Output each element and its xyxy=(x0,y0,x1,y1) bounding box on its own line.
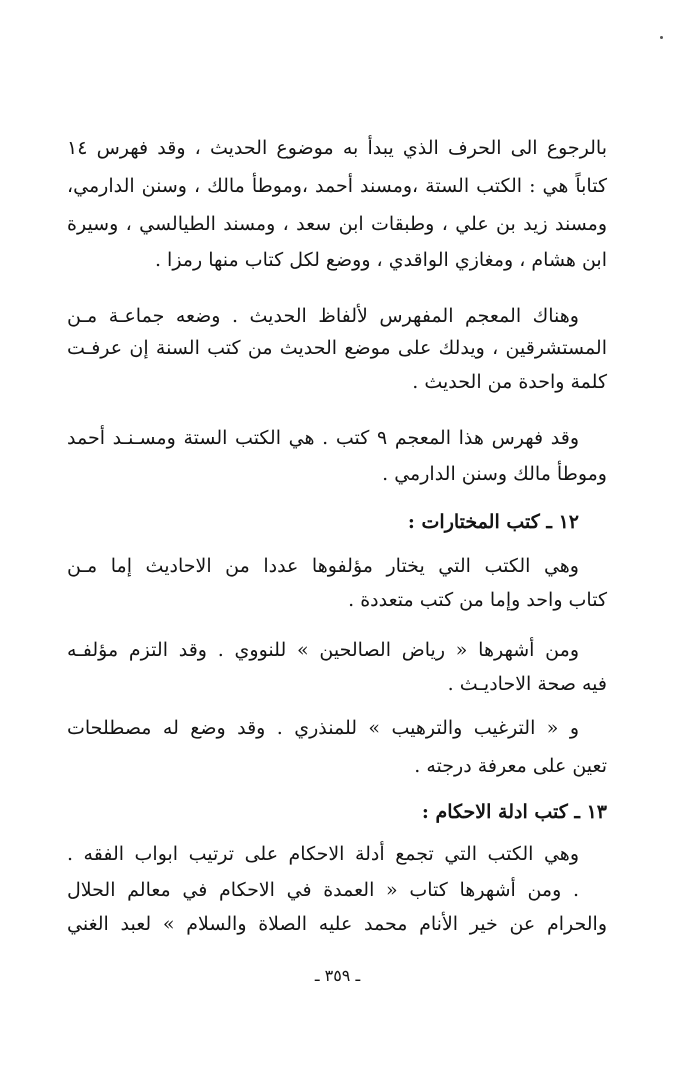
text-line: كتاب واحد وإما من كتب متعددة . xyxy=(348,589,607,611)
scan-speck xyxy=(660,36,663,39)
section-heading: ١٢ ـ كتب المختارات : xyxy=(407,511,579,533)
text-line: وهناك المعجم المفهرس لألفاظ الحديث . وضعه جماعـة مـن xyxy=(67,305,579,327)
page-number: ـ ٣٥٩ ـ xyxy=(314,966,361,985)
text-line: . ومن أشهرها كتاب « العمدة في الاحكام في معالم الحلال xyxy=(67,879,579,901)
text-line: وهي الكتب التي تجمع أدلة الاحكام على ترتيب ابواب الفقه . xyxy=(67,843,579,865)
text-line: وقد فهرس هذا المعجم ٩ كتب . هي الكتب الستة ومسـنـد أحمد xyxy=(67,427,579,449)
section-heading: ١٣ ـ كتب ادلة الاحكام : xyxy=(421,801,607,823)
text-line: فيه صحة الاحاديـث . xyxy=(447,673,607,695)
text-line: المستشرقين ، ويدلك على موضع الحديث من كتب السنة إن عرفـت xyxy=(67,337,607,359)
text-line: بالرجوع الى الحرف الذي يبدأ به موضوع الحديث ، وقد فهرس ١٤ xyxy=(67,137,607,159)
text-line: وهي الكتب التي يختار مؤلفوها عددا من الاحاديث إما مـن xyxy=(67,555,579,577)
text-line: و « الترغيب والترهيب » للمنذري . وقد وضع له مصطلحات xyxy=(67,717,579,739)
text-line: تعين على معرفة درجته . xyxy=(414,755,607,777)
text-line: والحرام عن خير الأنام محمد عليه الصلاة والسلام » لعبد الغني xyxy=(67,913,608,935)
text-line: وموطأ مالك وسنن الدارمي . xyxy=(382,463,607,485)
text-line: ابن هشام ، ومغازي الواقدي ، ووضع لكل كتاب منها رمزا . xyxy=(154,249,607,271)
text-line: ومسند زيد بن علي ، وطبقات ابن سعد ، ومسند الطيالسي ، وسيرة xyxy=(67,213,607,235)
text-line: كتاباً هي : الكتب الستة ،ومسند أحمد ،وموطأ مالك ، وسنن الدارمي، xyxy=(67,175,607,197)
text-line: كلمة واحدة من الحديث . xyxy=(412,371,607,393)
text-line: ومن أشهرها « رياض الصالحين » للنووي . وقد التزم مؤلفـه xyxy=(67,639,579,661)
